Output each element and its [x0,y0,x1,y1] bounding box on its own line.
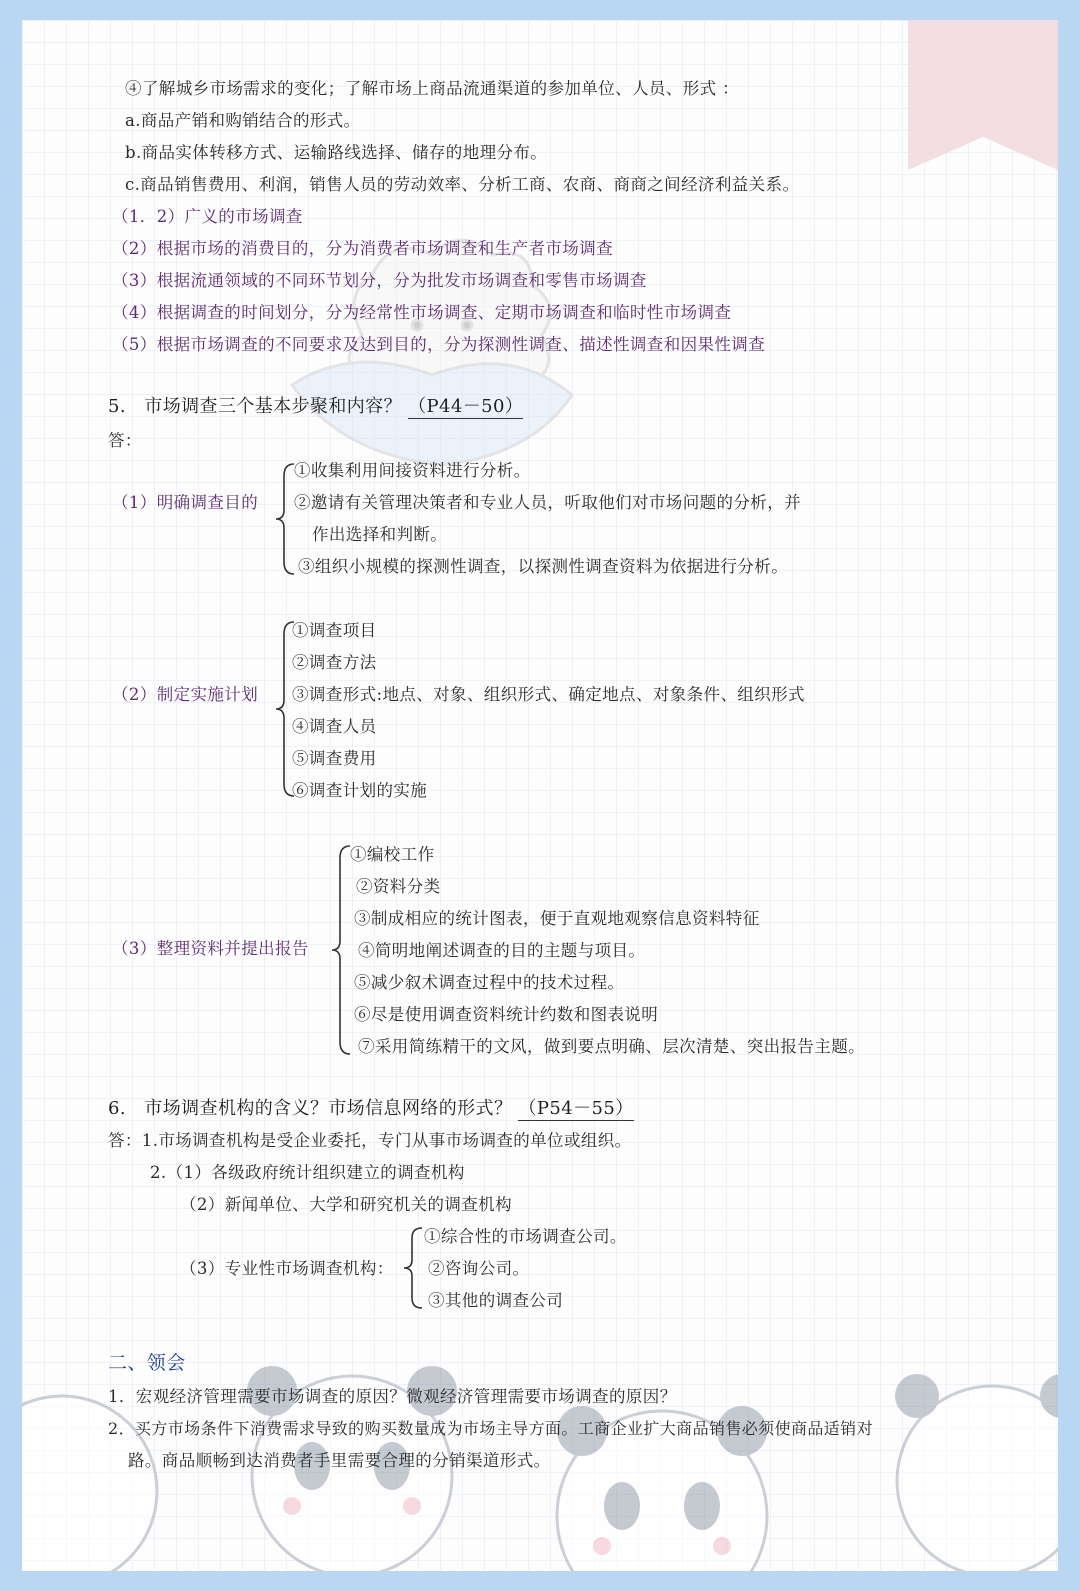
page-reference: （P54－55） [518,1098,634,1119]
step-item: 作出选择和判断。 [312,525,448,544]
content-line: 路。商品顺畅到达消费者手里需要合理的分销渠道形式。 [128,1451,551,1470]
document-page [22,20,1058,1571]
content-line: 答：1.市场调查机构是受企业委托，专门从事市场调查的单位或组织。 [108,1131,632,1150]
sub-item: ①综合性的市场调查公司。 [424,1227,627,1246]
step-item: ③调查形式:地点、对象、组织形式、确定地点、对象条件、组织形式 [292,685,805,704]
ribbon-bookmark-icon [908,20,1058,170]
question-number: 5. [108,396,126,417]
question-title: 市场调查三个基本步聚和内容？ [144,396,402,417]
step-item: ④简明地阐述调查的目的主题与项目。 [358,941,646,960]
step-item: ③组织小规模的探测性调查，以探测性调查资料为依据进行分析。 [298,557,789,576]
brace-icon [274,618,298,800]
sub-item: ③其他的调查公司 [428,1291,564,1310]
step-item: ③制成相应的统计图表，便于直观地观察信息资料特征 [354,909,760,928]
step-item: ⑤调查费用 [292,749,377,768]
content-line: c.商品销售费用、利润，销售人员的劳动效率、分析工商、农商、商商之间经济利益关系。 [125,175,800,194]
step-item: ⑥尽是使用调查资料统计约数和图表说明 [354,1005,659,1024]
type-line: （2）根据市场的消费目的，分为消费者市场调查和生产者市场调查 [112,239,613,258]
content-line: 2．买方市场条件下消费需求导致的购买数量成为市场主导方面。工商企业扩大商品销售必须使商品适销对 [108,1419,873,1438]
sub-item: ②咨询公司。 [428,1259,530,1278]
question-heading [108,1098,634,1120]
content-line: （2）新闻单位、大学和研究机关的调查机构 [180,1195,512,1214]
content-line: a.商品产销和购销结合的形式。 [125,111,361,130]
page-reference: （P44－50） [408,396,524,417]
step-item: ⑥调查计划的实施 [292,781,428,800]
type-line: （3）根据流通领域的不同环节划分，分为批发市场调查和零售市场调查 [112,271,647,290]
question-heading [108,396,523,418]
section-title: 二、领会 [108,1352,186,1374]
step-label: （1）明确调查目的 [112,493,259,512]
question-number: 6. [108,1098,126,1119]
step-item: ⑦采用简练精干的文风，做到要点明确、层次清楚、突出报告主题。 [358,1037,865,1056]
content-line: 1．宏观经济管理需要市场调查的原因？微观经济管理需要市场调查的原因？ [108,1387,677,1406]
content-line: ④了解城乡市场需求的变化；了解市场上商品流通渠道的参加单位、人员、形式 ： [125,79,740,98]
step-item: ②邀请有关管理决策者和专业人员，听取他们对市场问题的分析，并 [294,493,801,512]
content-line: （3）专业性市场调查机构： [180,1259,394,1278]
type-line: （5）根据市场调查的不同要求及达到目的，分为探测性调查、描述性调查和因果性调查 [112,335,766,354]
step-item: ④调查人员 [292,717,377,736]
type-line: （1．2）广义的市场调查 [112,207,303,226]
content-line: 2.（1）各级政府统计组织建立的调查机构 [150,1163,465,1182]
step-item: ①编校工作 [350,845,435,864]
brace-icon [330,842,354,1058]
answer-label: 答： [108,431,142,450]
step-label: （3）整理资料并提出报告 [112,939,309,958]
step-item: ①调查项目 [292,621,377,640]
step-item: ②调查方法 [292,653,377,672]
question-title: 市场调查机构的含义？市场信息网络的形式？ [144,1098,513,1119]
content-line: b.商品实体转移方式、运输路线选择、储存的地理分布。 [125,143,548,162]
step-item: ②资料分类 [356,877,441,896]
brace-icon [402,1224,426,1312]
step-label: （2）制定实施计划 [112,685,259,704]
step-item: ⑤减少叙术调查过程中的技术过程。 [354,973,625,992]
step-item: ①收集利用间接资料进行分析。 [294,461,531,480]
type-line: （4）根据调查的时间划分，分为经常性市场调查、定期市场调查和临时性市场调查 [112,303,732,322]
